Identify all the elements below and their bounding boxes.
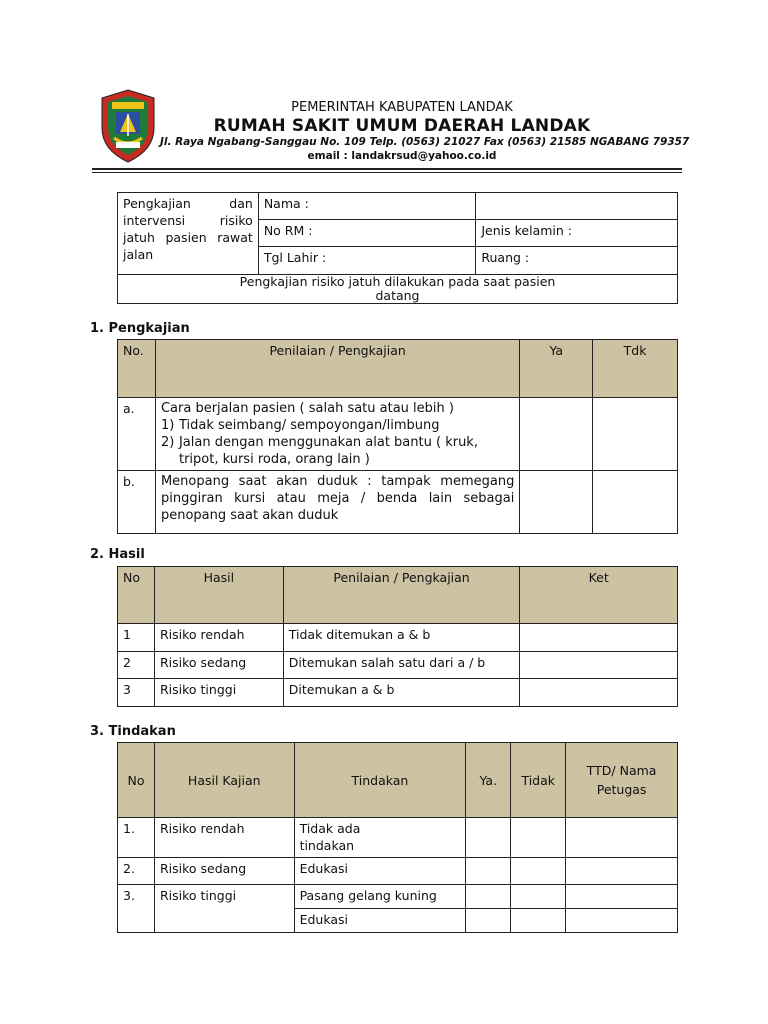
row-no: 1. — [118, 818, 155, 858]
no-rm-field[interactable]: No RM : — [258, 220, 476, 247]
col-header-tdk: Tdk — [593, 340, 678, 398]
row-tindakan: Pasang gelang kuning — [294, 885, 466, 909]
row-tindakan: Edukasi — [294, 858, 466, 885]
col-header-ket: Ket — [520, 567, 678, 624]
header-government: PEMERINTAH KABUPATEN LANDAK — [291, 100, 513, 115]
row-hasil: Risiko rendah — [154, 624, 283, 652]
table-row — [118, 818, 678, 858]
pengkajian-table — [117, 339, 678, 534]
row-tidak-cell[interactable] — [511, 885, 566, 909]
row-a-item-2: 2) Jalan dengan menggunakan alat bantu ( kruk, tripot, kursi roda, orang lain ) — [160, 435, 478, 467]
table-row — [118, 885, 678, 909]
col-header-tidak: Tidak — [511, 743, 566, 818]
col-header-ttd: TTD/ Nama Petugas — [566, 743, 678, 818]
row-ttd-cell[interactable] — [566, 885, 678, 909]
tindakan-table — [117, 742, 678, 933]
col-header-no: No — [118, 743, 155, 818]
row-ya-cell[interactable] — [466, 818, 511, 858]
row-hasil: Risiko rendah — [154, 818, 294, 858]
row-hasil: Risiko sedang — [154, 858, 294, 885]
row-a-intro: Cara berjalan pasien ( salah satu atau lebih ) — [160, 401, 454, 416]
row-b-no: b. — [118, 471, 156, 534]
row-tindakan: Edukasi — [294, 909, 466, 933]
row-b-ya-cell[interactable] — [520, 471, 593, 534]
row-tidak-cell[interactable] — [511, 818, 566, 858]
row-tindakan: Tidak ada tindakan — [294, 818, 466, 858]
row-penilaian: Ditemukan a & b — [283, 679, 520, 707]
row-ya-cell[interactable] — [466, 885, 511, 909]
row-tidak-cell[interactable] — [511, 909, 566, 933]
nama-field[interactable]: Nama : — [258, 193, 476, 220]
row-ya-cell[interactable] — [466, 909, 511, 933]
col-header-no: No — [118, 567, 155, 624]
row-a-criteria — [155, 398, 519, 471]
hasil-table — [117, 566, 678, 707]
row-hasil: Risiko sedang — [154, 652, 283, 679]
jenis-kelamin-field[interactable]: Jenis kelamin : — [476, 220, 678, 247]
header-hospital-name: RUMAH SAKIT UMUM DAERAH LANDAK — [213, 116, 591, 136]
ruang-field[interactable]: Ruang : — [476, 247, 678, 275]
section-3-title: 3. Tindakan — [90, 724, 176, 739]
col-header-no: No. — [118, 340, 156, 398]
row-ket-cell[interactable] — [520, 652, 678, 679]
row-ket-cell[interactable] — [520, 679, 678, 707]
col-header-tindakan: Tindakan — [294, 743, 466, 818]
row-a-item-1: 1) Tidak seimbang/ sempoyongan/limbung — [160, 418, 440, 433]
row-no: 3. — [118, 885, 155, 933]
row-no: 3 — [118, 679, 155, 707]
row-ket-cell[interactable] — [520, 624, 678, 652]
header-email: email : landakrsud@yahoo.co.id — [307, 150, 497, 162]
col-header-penilaian: Penilaian / Pengkajian — [155, 340, 519, 398]
row-no: 2. — [118, 858, 155, 885]
row-a-tdk-cell[interactable] — [593, 398, 678, 471]
row-hasil: Risiko tinggi — [154, 679, 283, 707]
header-divider-thin — [92, 172, 682, 173]
row-b-criteria: Menopang saat akan duduk : tampak memegang pinggiran kursi atau meja / benda lain sebagai penopang saat akan duduk — [155, 471, 519, 534]
col-header-hasil: Hasil — [154, 567, 283, 624]
row-penilaian: Ditemukan salah satu dari a / b — [283, 652, 520, 679]
table-row — [118, 624, 678, 652]
patient-id-table — [117, 192, 678, 304]
row-tidak-cell[interactable] — [511, 858, 566, 885]
row-a-ya-cell[interactable] — [520, 398, 593, 471]
row-ttd-cell[interactable] — [566, 909, 678, 933]
col-header-penilaian: Penilaian / Pengkajian — [283, 567, 520, 624]
kabupaten-landak-logo — [98, 88, 158, 164]
assessment-note: Pengkajian risiko jatuh dilakukan pada saat pasien datang — [118, 275, 678, 304]
form-title: Pengkajian dan intervensi risiko jatuh pasien rawat jalan — [118, 193, 259, 275]
row-ttd-cell[interactable] — [566, 858, 678, 885]
table-row — [118, 858, 678, 885]
nama-field-extra[interactable] — [476, 193, 678, 220]
col-header-ya: Ya. — [466, 743, 511, 818]
table-row — [118, 652, 678, 679]
row-no: 2 — [118, 652, 155, 679]
header-divider — [92, 168, 682, 170]
section-1-title: 1. Pengkajian — [90, 321, 190, 336]
row-b-tdk-cell[interactable] — [593, 471, 678, 534]
row-ya-cell[interactable] — [466, 858, 511, 885]
col-header-ya: Ya — [520, 340, 593, 398]
row-hasil: Risiko tinggi — [154, 885, 294, 933]
section-2-title: 2. Hasil — [90, 547, 145, 562]
row-no: 1 — [118, 624, 155, 652]
table-row — [118, 679, 678, 707]
tgl-lahir-field[interactable]: Tgl Lahir : — [258, 247, 476, 275]
row-ttd-cell[interactable] — [566, 818, 678, 858]
row-a-no: a. — [118, 398, 156, 471]
col-header-hasil-kajian: Hasil Kajian — [154, 743, 294, 818]
header-address: Jl. Raya Ngabang-Sanggau No. 109 Telp. (0563) 21027 Fax (0563) 21585 NGABANG 79357 — [160, 136, 690, 148]
row-penilaian: Tidak ditemukan a & b — [283, 624, 520, 652]
